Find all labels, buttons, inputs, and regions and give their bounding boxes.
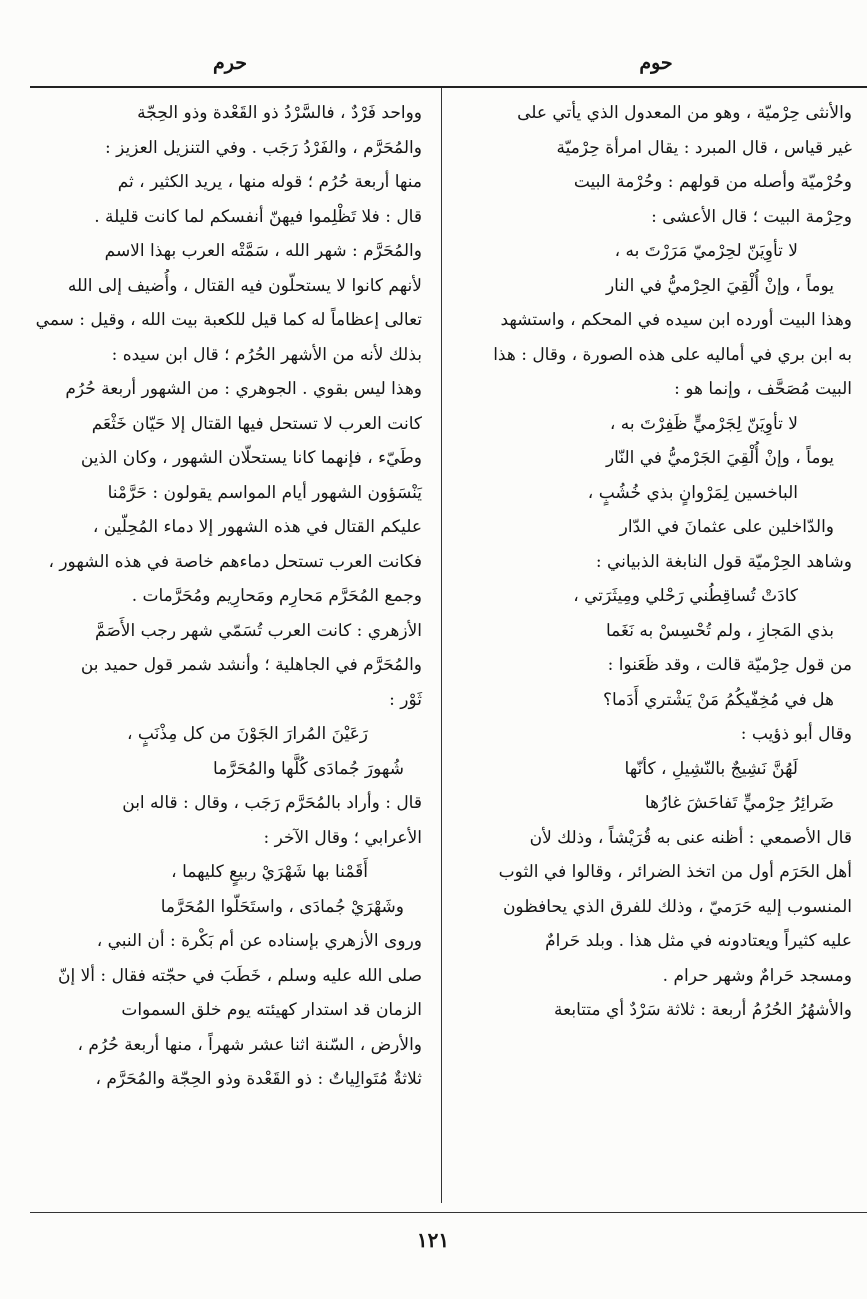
text-line: بذلك لأنه من الأشهر الحُرُم ؛ قال ابن سيده : bbox=[111, 344, 422, 365]
text-line: ومسجد حَرامٌ وشهر حرام . bbox=[662, 965, 852, 986]
text-line: عليكم القتال في هذه الشهور إلا دماء المُحِلّين ، bbox=[92, 517, 422, 537]
text-line: قال : فلا تَظْلِموا فيهنّ أنفسكم لما كانت قليلة . bbox=[94, 206, 422, 227]
text-line: والمُحَرَّم ، والفَرْدُ رَجَب . وفي التنزيل العزيز : bbox=[105, 137, 422, 158]
text-line: ثلاثةٌ مُتَوالِياتٌ : ذو القَعْدة وذو الحِجّة والمُحَرَّم ، bbox=[95, 1069, 422, 1089]
text-line: ثَوْر : bbox=[389, 689, 422, 710]
text-line: قال الأصمعي : أظنه عنى به قُرَيْشاً ، وذلك لأن bbox=[529, 827, 852, 848]
text-line: فكانت العرب تستحل دماءهم خاصة في هذه الشهور ، bbox=[48, 551, 422, 572]
text-line: وقال أبو ذؤيب : bbox=[740, 724, 852, 744]
verse-line: رَعَيْنَ المُرارَ الجَوْنَ من كل مِذْنَبٍ ، bbox=[127, 724, 368, 744]
verse-line: كادَتْ تُساقِطُني رَحْلي ومِيثَرَتي ، bbox=[573, 586, 798, 606]
text-line: به ابن بري في أماليه على هذه الصورة ، وقال : هذا bbox=[493, 344, 852, 365]
column-divider bbox=[441, 88, 442, 1203]
text-line: البيت مُصَحَّف ، وإنما هو : bbox=[674, 379, 852, 399]
verse-line: يوماً ، وإنْ أُلْقِيَ الحِرْميُّ في النار bbox=[605, 275, 834, 296]
verse-line: يوماً ، وإنْ أُلْقِيَ الجَرْميُّ في النّار bbox=[605, 448, 834, 468]
verse-line: لَهُنَّ نَشِيجٌ بالنّشِيلِ ، كأنّها bbox=[624, 758, 798, 779]
text-line: الزمان قد استدار كهيئته يوم خلق السموات bbox=[121, 1000, 422, 1020]
verse-line: لا تأوِيَنّ لحِرْميّ مَرَرْتَ به ، bbox=[614, 241, 798, 261]
text-line: المنسوب إليه حَرَميّ ، وذلك للفرق الذي يحافظون bbox=[502, 896, 852, 917]
text-line: وواحد فَرْدٌ ، فالسَّرْدُ ذو القَعْدة وذو الحِجّة bbox=[137, 103, 422, 123]
right-text-column bbox=[444, 96, 858, 1204]
verse-line: وشَهْرَيْ جُمادَى ، واستَحَلّوا المُحَرَّما bbox=[160, 896, 404, 917]
page-number: ١٢١ bbox=[416, 1228, 450, 1252]
text-line: وشاهد الحِرْميّة قول النابغة الذبياني : bbox=[595, 551, 852, 572]
text-line: الأزهري : كانت العرب تُسَمّي شهر رجب الأَصَمَّ bbox=[95, 620, 422, 641]
verse-line: بذي المَجازِ ، ولم تُحْسِسْ به نَغَما bbox=[606, 620, 834, 641]
text-line: وهذا ليس بقوي . الجوهري : من الشهور أربعة حُرُم bbox=[65, 379, 422, 399]
verse-line: ضَرائِرُ حِرْميٍّ تَفاحَشَ غارُها bbox=[644, 793, 834, 813]
verse-line: أَقَمْنا بها شَهْرَيْ ربيعٍ كليهما ، bbox=[171, 862, 368, 882]
text-line: لأنهم كانوا لا يستحلّون فيه القتال ، وأُضيف إلى الله bbox=[67, 275, 422, 296]
text-line: وحِرْمة البيت ؛ قال الأعشى : bbox=[651, 206, 852, 227]
text-line: عليه كثيراً ويعتادونه في مثل هذا . وبلد حَرامٌ bbox=[545, 931, 852, 951]
footer-rule bbox=[30, 1212, 867, 1213]
text-line: أهل الحَرَم أول من اتخذ الضرائر ، وقالوا في الثوب bbox=[498, 862, 852, 882]
text-line: قال : وأراد بالمُحَرَّم رَجَب ، وقال : قاله ابن bbox=[122, 793, 422, 813]
text-line: وروى الأزهري بإسناده عن أم بَكْرة : أن النبي ، bbox=[96, 931, 422, 951]
running-header-right: حوم bbox=[639, 52, 673, 74]
text-line: غير قياس ، قال المبرد : يقال امرأة حِرْميّة bbox=[556, 137, 852, 158]
verse-line: والدّاخلين على عثمانَ في الدّار bbox=[619, 517, 834, 537]
text-line: وحُرْميّة وأصله من قولهم : وحُرْمة البيت bbox=[573, 172, 852, 192]
verse-line: هل في مُخِفّيكُمُ مَنْ يَشْتري أَدَما؟ bbox=[602, 689, 834, 710]
text-line: وهذا البيت أورده ابن سيده في المحكم ، واستشهد bbox=[500, 310, 852, 330]
header-rule bbox=[30, 86, 867, 88]
text-line: كانت العرب لا تستحل فيها القتال إلا حَيّان خَثْعَم bbox=[91, 413, 422, 434]
text-line: وطَيّء ، فإنهما كانا يستحلّان الشهور ، وكان الذين bbox=[80, 448, 422, 468]
text-line: منها أربعة حُرُم ؛ قوله منها ، يريد الكثير ، ثم bbox=[117, 172, 422, 192]
text-line: والأرض ، السّنة اثنا عشر شهراً ، منها أربعة حُرُم ، bbox=[77, 1034, 422, 1055]
text-line: والمُحَرَّم في الجاهلية ؛ وأنشد شمر قول حميد بن bbox=[80, 655, 422, 675]
text-line: والأنثى حِرْميّة ، وهو من المعدول الذي يأتي على bbox=[517, 103, 852, 123]
verse-line: الباخسين لِمَرْوانٍ بذي خُشُبٍ ، bbox=[587, 482, 798, 503]
text-line: تعالى إعظاماً له كما قيل للكعبة بيت الله ، وقيل : سمي bbox=[35, 310, 422, 330]
text-line: صلى الله عليه وسلم ، خَطَبَ في حجّته فقال : ألا إنّ bbox=[58, 965, 422, 986]
text-line: والأشهُرُ الحُرُمُ أربعة : ثلاثة سَرْدٌ أي متتابعة bbox=[554, 1000, 852, 1020]
text-line: والمُحَرَّم : شهر الله ، سَمَّتْه العرب بهذا الاسم bbox=[104, 241, 422, 261]
text-line: الأعرابي ؛ وقال الآخر : bbox=[263, 827, 422, 848]
verse-line: لا تأوِيَنّ لِجَرْميٍّ ظَفِرْتَ به ، bbox=[609, 413, 798, 434]
left-text-column bbox=[14, 96, 428, 1204]
text-line: يَنْسَؤون الشهور أيام المواسم يقولون : حَرَّمْنا bbox=[107, 482, 422, 503]
verse-line: شُهورَ جُمادَى كُلَّها والمُحَرَّما bbox=[213, 758, 404, 779]
verse-line: من قول حِرْميّة قالت ، وقد ظَعَنوا : bbox=[607, 655, 852, 675]
running-header-left: حرم bbox=[213, 52, 247, 74]
text-line: وجمع المُحَرَّم مَحارِم ومَحارِيم ومُحَرَّمات . bbox=[131, 586, 422, 606]
